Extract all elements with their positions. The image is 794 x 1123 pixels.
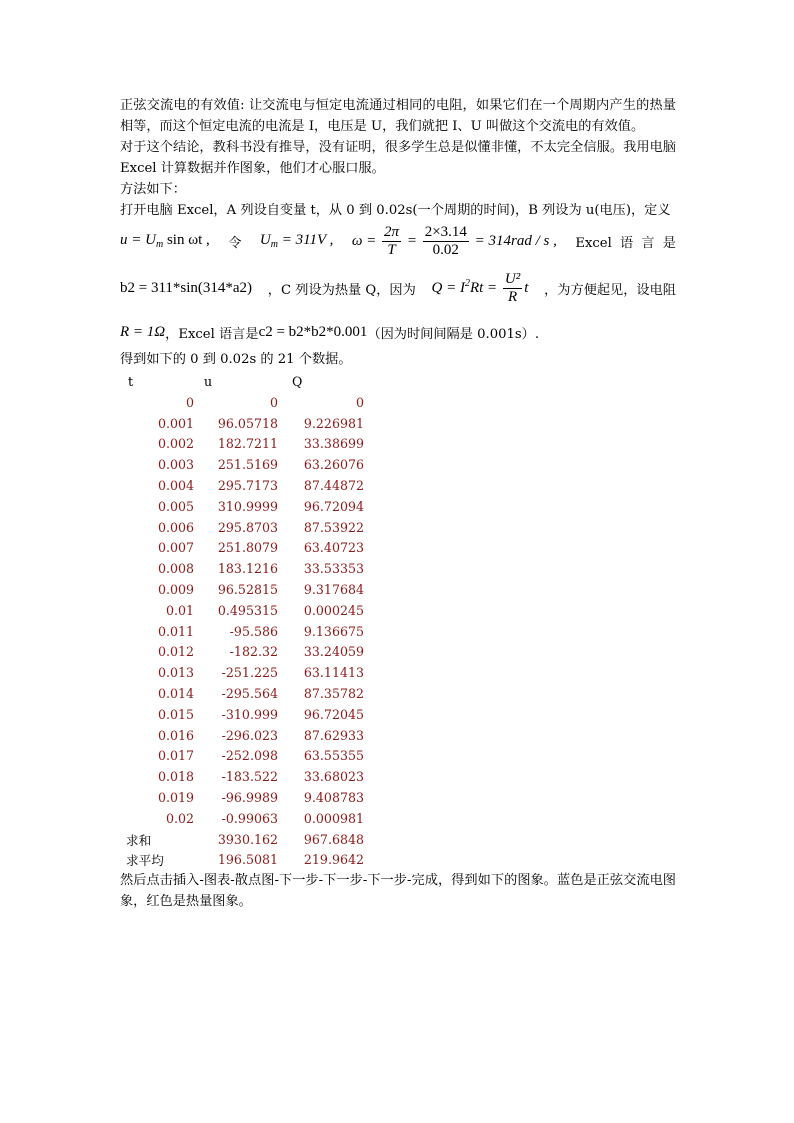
document-page xyxy=(120,95,676,912)
table-row xyxy=(120,434,364,455)
cell-t: 0.012 xyxy=(157,644,194,660)
cell-u: 295.7173 xyxy=(217,478,278,494)
cell-u: 183.1216 xyxy=(217,561,278,577)
cell-t: 0.019 xyxy=(157,790,194,806)
cell-t: 0.014 xyxy=(157,686,194,702)
cell-t: 0.016 xyxy=(157,727,194,743)
cell-q: 63.26076 xyxy=(303,457,364,473)
cell-t: 0.004 xyxy=(157,478,194,494)
formula-row-definitions xyxy=(120,221,676,261)
cell-t: 0.002 xyxy=(157,436,194,452)
cell-t: 0.013 xyxy=(157,665,194,681)
table-row xyxy=(120,746,364,767)
table-row xyxy=(120,579,364,600)
cell-u: -95.586 xyxy=(229,623,278,639)
paragraph-method-heading: 方法如下： xyxy=(120,182,186,197)
cell-u: -310.999 xyxy=(221,706,278,722)
interval-note: （因为时间间隔是 0.001s）. xyxy=(367,326,540,342)
cell-q: 0.000245 xyxy=(303,602,364,618)
cell-q: 33.24059 xyxy=(303,644,364,660)
cell-t: 0.006 xyxy=(157,519,194,535)
cell-t: 0.011 xyxy=(157,623,194,639)
cell-t: 0.018 xyxy=(157,769,194,785)
formula-b2: b2 = 311*sin(314*a2) xyxy=(120,279,253,296)
cell-u: 182.7211 xyxy=(217,436,278,452)
data-table xyxy=(120,370,364,870)
table-row xyxy=(120,787,364,808)
table-row xyxy=(120,662,364,683)
cell-q: 87.53922 xyxy=(303,519,364,535)
formula-row-b2 xyxy=(120,261,676,315)
formula-omega: ω = $\frac{2\pi}{T}$ = $\frac{2\times 3.14}{0.02}$ = 314rad / s , xyxy=(351,223,557,258)
cell-u: 0 xyxy=(269,394,278,410)
cell-q: 33.53353 xyxy=(303,561,364,577)
cell-q: 96.72045 xyxy=(303,706,364,722)
cell-t: 0.009 xyxy=(157,582,194,598)
cell-u: 295.8703 xyxy=(217,519,278,535)
formula-u-definition: $u = U_m$ sin ωt , xyxy=(120,232,210,250)
paragraph-data-intro: 得到如下的 0 到 0.02s 的 21 个数据。 xyxy=(120,352,352,367)
header-u: u xyxy=(204,373,213,389)
cell-t: 0.02 xyxy=(165,810,194,826)
cell-t: 0.007 xyxy=(157,540,194,556)
table-row xyxy=(120,725,364,746)
cell-t: 0.017 xyxy=(157,748,194,764)
cell-q: 87.44872 xyxy=(303,478,364,494)
cell-u: -252.098 xyxy=(221,748,278,764)
paragraph-motivation: 对于这个结论，教科书没有推导，没有证明，很多学生总是似懂非懂，不太完全信服。我用电脑 Excel 计算数据并作图象，他们才心服口服。 xyxy=(120,140,676,176)
cell-u: 310.9999 xyxy=(217,498,278,514)
cell-u: 196.5081 xyxy=(217,852,278,868)
cell-q: 967.6848 xyxy=(303,831,364,847)
cell-q: 0.000981 xyxy=(303,810,364,826)
cell-q: 9.408783 xyxy=(303,790,364,806)
table-row xyxy=(120,413,364,434)
paragraph-definition: 正弦交流电的有效值: 让交流电与恒定电流通过相同的电阻，如果它们在一个周期内产生的热量相等，而这个恒定电流的电流是 I，电压是 U，我们就把 I、U 叫做这个交流电的有效值。 xyxy=(120,98,676,134)
cell-t: 0.005 xyxy=(157,498,194,514)
table-row xyxy=(120,538,364,559)
cell-u: -295.564 xyxy=(221,686,278,702)
paragraph-excel-setup: 打开电脑 Excel，A 列设自变量 t，从 0 到 0.02s(一个周期的时间)，B 列设为 u(电压)，定义 xyxy=(120,203,671,218)
header-q: Q xyxy=(292,373,303,389)
table-row xyxy=(120,683,364,704)
table-row xyxy=(120,454,364,475)
cell-q: 63.55355 xyxy=(303,748,364,764)
cell-u: -182.32 xyxy=(229,644,278,660)
cell-u: -251.225 xyxy=(221,665,278,681)
cell-t: 0 xyxy=(185,394,194,410)
cell-q: 87.62933 xyxy=(303,727,364,743)
excel-c-text: ，Excel 语言是 xyxy=(165,326,259,342)
resistor-text: ，为方便起见，设电阻 xyxy=(544,282,676,298)
cell-u: 96.05718 xyxy=(217,415,278,431)
cell-u: -96.9989 xyxy=(221,790,278,806)
column-c-text: ，C 列设为热量 Q，因为 xyxy=(267,282,416,298)
row-label: 求平均 xyxy=(126,853,164,869)
table-row xyxy=(120,642,364,663)
formula-c2: c2 = b2*b2*0.001 xyxy=(258,323,368,340)
table-row xyxy=(120,517,364,538)
sum-row xyxy=(120,829,364,850)
header-t: t xyxy=(128,373,134,389)
table-row xyxy=(120,808,364,829)
cell-q: 9.317684 xyxy=(303,582,364,598)
cell-u: 96.52815 xyxy=(217,582,278,598)
cell-q: 0 xyxy=(355,394,364,410)
cell-q: 63.11413 xyxy=(303,665,364,681)
cell-u: 3930.162 xyxy=(217,831,278,847)
cell-u: -183.522 xyxy=(221,769,278,785)
cell-q: 63.40723 xyxy=(303,540,364,556)
cell-u: 0.495315 xyxy=(217,602,278,618)
average-row xyxy=(120,850,364,871)
table-row xyxy=(120,704,364,725)
cell-t: 0.008 xyxy=(157,561,194,577)
cell-q: 9.136675 xyxy=(303,623,364,639)
cell-q: 96.72094 xyxy=(303,498,364,514)
table-row xyxy=(120,558,364,579)
table-row xyxy=(120,766,364,787)
row-label: 求和 xyxy=(126,832,152,848)
cell-u: -0.99063 xyxy=(221,810,278,826)
cell-u: 251.5169 xyxy=(217,457,278,473)
cell-u: -296.023 xyxy=(221,727,278,743)
cell-t: 0.01 xyxy=(165,602,194,618)
let-word: 令 xyxy=(228,235,242,251)
cell-q: 33.68023 xyxy=(303,769,364,785)
formula-r: R = 1Ω xyxy=(120,323,166,340)
table-row xyxy=(120,392,364,413)
cell-t: 0.003 xyxy=(157,457,194,473)
cell-q: 87.35782 xyxy=(303,686,364,702)
table-header-row xyxy=(120,370,364,392)
cell-q: 33.38699 xyxy=(303,436,364,452)
formula-row-c2 xyxy=(120,315,676,349)
formula-q: $Q = I^2Rt$ = $\frac{\text{U²}}{R}$ t xyxy=(431,270,529,305)
cell-q: 219.9642 xyxy=(303,852,364,868)
table-row xyxy=(120,600,364,621)
cell-t: 0.015 xyxy=(157,706,194,722)
table-row xyxy=(120,496,364,517)
table-row xyxy=(120,621,364,642)
paragraph-chart-instructions: 然后点击插入-图表-散点图-下一步-下一步-下一步-完成，得到如下的图象。蓝色是正弦交流电图象，红色是热量图象。 xyxy=(120,873,676,910)
cell-t: 0.001 xyxy=(157,415,194,431)
excel-language-label: Excel 语 言 是 xyxy=(575,235,676,251)
cell-q: 9.226981 xyxy=(303,415,364,431)
formula-um-value: $U_m = 311V$ , xyxy=(259,232,334,250)
cell-u: 251.8079 xyxy=(217,540,278,556)
table-row xyxy=(120,475,364,496)
